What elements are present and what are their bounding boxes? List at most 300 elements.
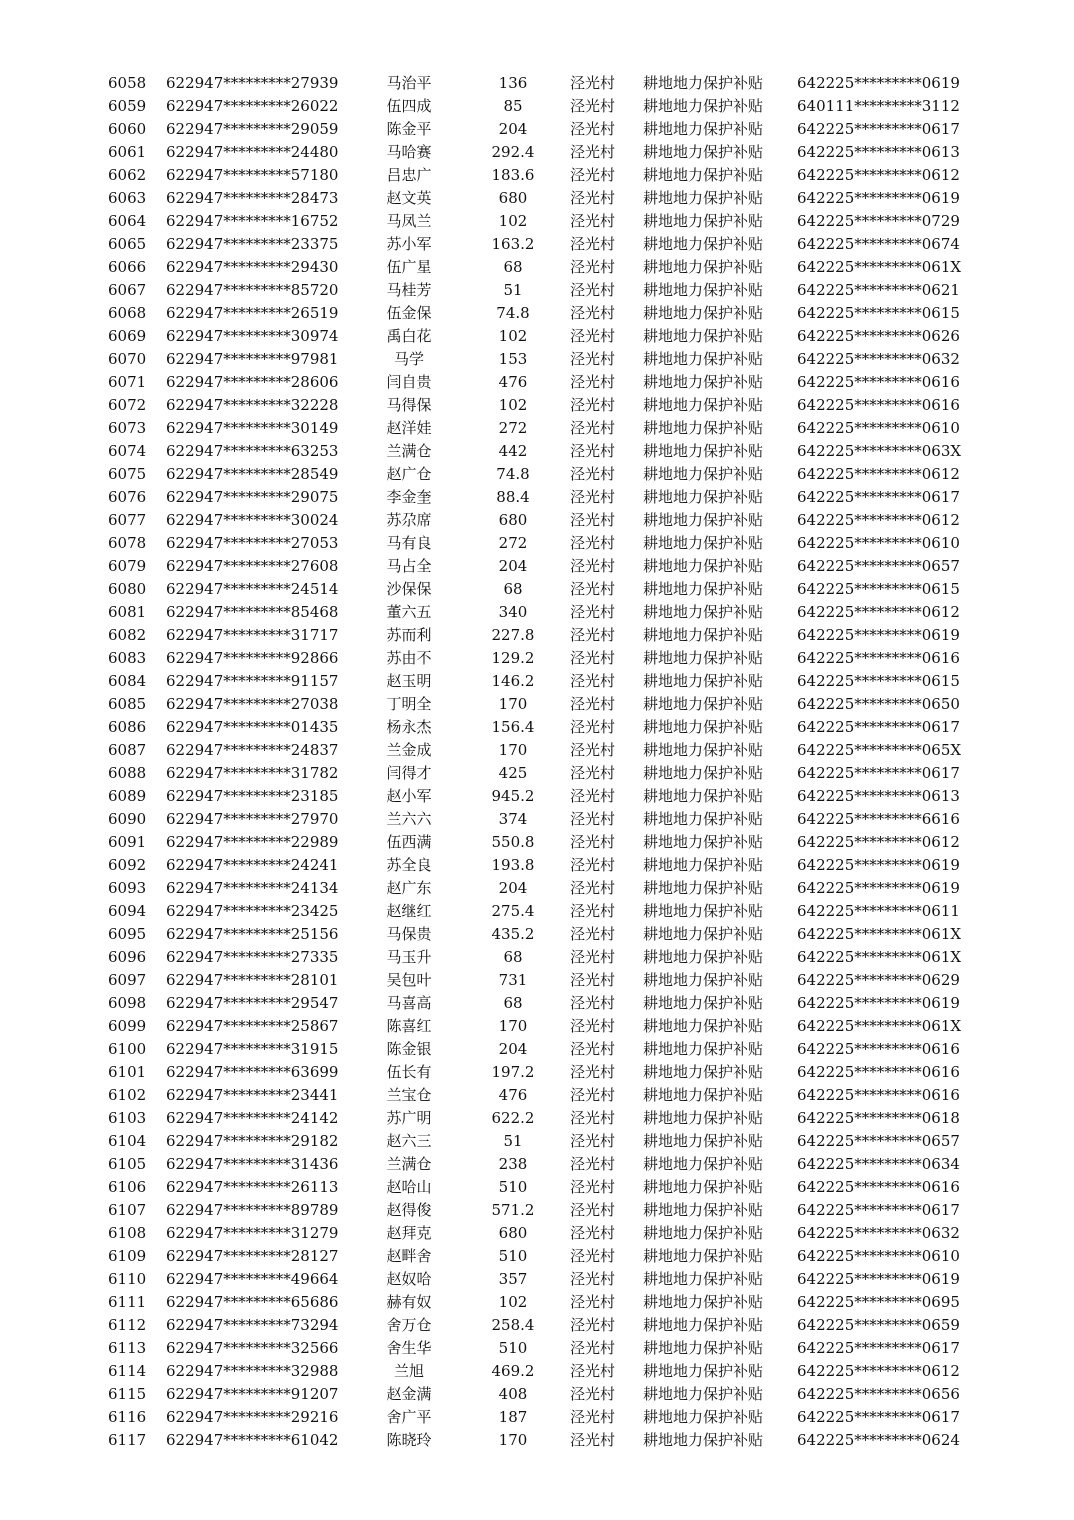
subsidy-type: 耕地地力保护补贴 [643, 994, 764, 1012]
village-name: 泾光村 [570, 626, 616, 644]
table-row [0, 647, 1074, 670]
recipient-name: 兰满仓 [386, 442, 432, 460]
row-number: 6116 [108, 1408, 147, 1426]
subsidy-type: 耕地地力保护补贴 [643, 1270, 764, 1288]
subsidy-type: 耕地地力保护补贴 [643, 649, 764, 667]
subsidy-type: 耕地地力保护补贴 [643, 1178, 764, 1196]
recipient-name: 吕忠广 [386, 166, 432, 184]
recipient-name: 赵洋娃 [386, 419, 432, 437]
village-name: 泾光村 [570, 1017, 616, 1035]
row-number: 6115 [108, 1385, 147, 1403]
recipient-name: 赵畔舍 [386, 1247, 432, 1265]
recipient-name: 马保贵 [386, 925, 432, 943]
table-row [0, 509, 1074, 532]
bank-card-number: 622947*********27970 [166, 810, 339, 828]
recipient-name: 马凤兰 [386, 212, 432, 230]
row-number: 6104 [108, 1132, 147, 1150]
subsidy-amount: 680 [498, 189, 528, 207]
row-number: 6117 [108, 1431, 147, 1449]
row-number: 6089 [108, 787, 147, 805]
row-number: 6091 [108, 833, 147, 851]
table-row [0, 946, 1074, 969]
subsidy-type: 耕地地力保护补贴 [643, 1040, 764, 1058]
subsidy-type: 耕地地力保护补贴 [643, 143, 764, 161]
subsidy-amount: 153 [498, 350, 528, 368]
village-name: 泾光村 [570, 74, 616, 92]
bank-card-number: 622947*********26113 [166, 1178, 339, 1196]
recipient-name: 舍广平 [386, 1408, 432, 1426]
recipient-name: 苏小军 [386, 235, 432, 253]
row-number: 6076 [108, 488, 147, 506]
bank-card-number: 622947*********01435 [166, 718, 339, 736]
subsidy-type: 耕地地力保护补贴 [643, 235, 764, 253]
table-row [0, 854, 1074, 877]
bank-card-number: 622947*********25867 [166, 1017, 339, 1035]
subsidy-type: 耕地地力保护补贴 [643, 488, 764, 506]
subsidy-type: 耕地地力保护补贴 [643, 212, 764, 230]
recipient-name: 吴包叶 [386, 971, 432, 989]
subsidy-type: 耕地地力保护补贴 [643, 304, 764, 322]
village-name: 泾光村 [570, 327, 616, 345]
row-number: 6113 [108, 1339, 147, 1357]
village-name: 泾光村 [570, 166, 616, 184]
recipient-name: 伍广星 [386, 258, 432, 276]
subsidy-amount: 469.2 [491, 1362, 535, 1380]
village-name: 泾光村 [570, 281, 616, 299]
village-name: 泾光村 [570, 304, 616, 322]
bank-card-number: 622947*********28606 [166, 373, 339, 391]
recipient-name: 伍四成 [386, 97, 432, 115]
bank-card-number: 622947*********32228 [166, 396, 339, 414]
table-row [0, 1107, 1074, 1130]
bank-card-number: 622947*********30974 [166, 327, 339, 345]
village-name: 泾光村 [570, 718, 616, 736]
subsidy-amount: 550.8 [491, 833, 535, 851]
subsidy-amount: 435.2 [491, 925, 535, 943]
row-number: 6085 [108, 695, 147, 713]
id-card-number: 642225*********0619 [797, 879, 960, 897]
recipient-name: 赵拜克 [386, 1224, 432, 1242]
recipient-name: 伍长有 [386, 1063, 432, 1081]
bank-card-number: 622947*********29547 [166, 994, 339, 1012]
table-row [0, 1176, 1074, 1199]
recipient-name: 兰金成 [386, 741, 432, 759]
bank-card-number: 622947*********24837 [166, 741, 339, 759]
recipient-name: 赵金满 [386, 1385, 432, 1403]
subsidy-amount: 204 [498, 879, 528, 897]
subsidy-amount: 510 [498, 1339, 528, 1357]
table-row [0, 831, 1074, 854]
subsidy-type: 耕地地力保护补贴 [643, 1063, 764, 1081]
subsidy-amount: 68 [503, 948, 523, 966]
subsidy-type: 耕地地力保护补贴 [643, 1247, 764, 1265]
row-number: 6080 [108, 580, 147, 598]
row-number: 6111 [108, 1293, 147, 1311]
subsidy-amount: 275.4 [491, 902, 535, 920]
bank-card-number: 622947*********92866 [166, 649, 339, 667]
subsidy-type: 耕地地力保护补贴 [643, 1385, 764, 1403]
table-row [0, 1291, 1074, 1314]
bank-card-number: 622947*********23441 [166, 1086, 339, 1104]
recipient-name: 马玉升 [386, 948, 432, 966]
subsidy-amount: 204 [498, 557, 528, 575]
row-number: 6095 [108, 925, 147, 943]
bank-card-number: 622947*********27335 [166, 948, 339, 966]
row-number: 6088 [108, 764, 147, 782]
row-number: 6092 [108, 856, 147, 874]
village-name: 泾光村 [570, 1385, 616, 1403]
bank-card-number: 622947*********24134 [166, 879, 339, 897]
table-row [0, 923, 1074, 946]
row-number: 6099 [108, 1017, 147, 1035]
subsidy-amount: 193.8 [491, 856, 535, 874]
subsidy-type: 耕地地力保护补贴 [643, 327, 764, 345]
recipient-name: 兰满仓 [386, 1155, 432, 1173]
recipient-name: 兰六六 [386, 810, 432, 828]
table-row [0, 164, 1074, 187]
table-row [0, 693, 1074, 716]
village-name: 泾光村 [570, 879, 616, 897]
subsidy-type: 耕地地力保护补贴 [643, 258, 764, 276]
subsidy-type: 耕地地力保护补贴 [643, 603, 764, 621]
bank-card-number: 622947*********26519 [166, 304, 339, 322]
id-card-number: 642225*********0616 [797, 373, 960, 391]
village-name: 泾光村 [570, 856, 616, 874]
bank-card-number: 622947*********23375 [166, 235, 339, 253]
subsidy-type: 耕地地力保护补贴 [643, 120, 764, 138]
id-card-number: 642225*********0611 [797, 902, 960, 920]
subsidy-type: 耕地地力保护补贴 [643, 396, 764, 414]
row-number: 6090 [108, 810, 147, 828]
table-row [0, 394, 1074, 417]
subsidy-amount: 68 [503, 580, 523, 598]
subsidy-amount: 945.2 [491, 787, 535, 805]
subsidy-type: 耕地地力保护补贴 [643, 534, 764, 552]
village-name: 泾光村 [570, 1109, 616, 1127]
id-card-number: 642225*********0657 [797, 557, 960, 575]
recipient-name: 马哈赛 [386, 143, 432, 161]
recipient-name: 马桂芳 [386, 281, 432, 299]
subsidy-amount: 68 [503, 994, 523, 1012]
bank-card-number: 622947*********26022 [166, 97, 339, 115]
village-name: 泾光村 [570, 534, 616, 552]
table-row [0, 233, 1074, 256]
subsidy-type: 耕地地力保护补贴 [643, 764, 764, 782]
table-row [0, 417, 1074, 440]
bank-card-number: 622947*********31279 [166, 1224, 339, 1242]
id-card-number: 642225*********0610 [797, 534, 960, 552]
table-row [0, 1084, 1074, 1107]
village-name: 泾光村 [570, 1408, 616, 1426]
row-number: 6058 [108, 74, 147, 92]
bank-card-number: 622947*********85468 [166, 603, 339, 621]
id-card-number: 642225*********0619 [797, 1270, 960, 1288]
row-number: 6062 [108, 166, 147, 184]
village-name: 泾光村 [570, 695, 616, 713]
bank-card-number: 622947*********16752 [166, 212, 339, 230]
village-name: 泾光村 [570, 787, 616, 805]
subsidy-type: 耕地地力保护补贴 [643, 879, 764, 897]
id-card-number: 642225*********0656 [797, 1385, 960, 1403]
subsidy-type: 耕地地力保护补贴 [643, 833, 764, 851]
subsidy-type: 耕地地力保护补贴 [643, 442, 764, 460]
id-card-number: 642225*********063X [797, 442, 962, 460]
table-row [0, 624, 1074, 647]
recipient-name: 赵六三 [386, 1132, 432, 1150]
subsidy-type: 耕地地力保护补贴 [643, 718, 764, 736]
subsidy-type: 耕地地力保护补贴 [643, 1224, 764, 1242]
row-number: 6069 [108, 327, 147, 345]
id-card-number: 642225*********0617 [797, 718, 960, 736]
subsidy-type: 耕地地力保护补贴 [643, 856, 764, 874]
subsidy-type: 耕地地力保护补贴 [643, 1109, 764, 1127]
table-row [0, 440, 1074, 463]
village-name: 泾光村 [570, 603, 616, 621]
id-card-number: 642225*********0619 [797, 856, 960, 874]
bank-card-number: 622947*********23425 [166, 902, 339, 920]
subsidy-amount: 204 [498, 120, 528, 138]
id-card-number: 642225*********061X [797, 948, 962, 966]
subsidy-type: 耕地地力保护补贴 [643, 1086, 764, 1104]
subsidy-amount: 170 [498, 695, 528, 713]
recipient-name: 苏而利 [386, 626, 432, 644]
bank-card-number: 622947*********24480 [166, 143, 339, 161]
row-number: 6067 [108, 281, 147, 299]
village-name: 泾光村 [570, 97, 616, 115]
subsidy-amount: 408 [498, 1385, 528, 1403]
bank-card-number: 622947*********91157 [166, 672, 339, 690]
table-row [0, 601, 1074, 624]
table-row [0, 187, 1074, 210]
village-name: 泾光村 [570, 557, 616, 575]
bank-card-number: 622947*********24142 [166, 1109, 339, 1127]
subsidy-amount: 227.8 [491, 626, 535, 644]
recipient-name: 赵广仓 [386, 465, 432, 483]
id-card-number: 642225*********0632 [797, 350, 960, 368]
subsidy-type: 耕地地力保护补贴 [643, 902, 764, 920]
row-number: 6065 [108, 235, 147, 253]
bank-card-number: 622947*********27608 [166, 557, 339, 575]
village-name: 泾光村 [570, 1270, 616, 1288]
id-card-number: 642225*********0632 [797, 1224, 960, 1242]
id-card-number: 642225*********0612 [797, 1362, 960, 1380]
subsidy-amount: 163.2 [491, 235, 535, 253]
subsidy-amount: 238 [498, 1155, 528, 1173]
subsidy-amount: 74.8 [496, 465, 530, 483]
bank-card-number: 622947*********31717 [166, 626, 339, 644]
village-name: 泾光村 [570, 120, 616, 138]
row-number: 6106 [108, 1178, 147, 1196]
row-number: 6074 [108, 442, 147, 460]
row-number: 6101 [108, 1063, 147, 1081]
id-card-number: 642225*********0695 [797, 1293, 960, 1311]
subsidy-amount: 425 [498, 764, 528, 782]
subsidy-type: 耕地地力保护补贴 [643, 925, 764, 943]
subsidy-amount: 170 [498, 1431, 528, 1449]
recipient-name: 马有良 [386, 534, 432, 552]
recipient-name: 杨永杰 [386, 718, 432, 736]
id-card-number: 642225*********0616 [797, 649, 960, 667]
village-name: 泾光村 [570, 1224, 616, 1242]
subsidy-amount: 183.6 [491, 166, 535, 184]
subsidy-amount: 680 [498, 1224, 528, 1242]
village-name: 泾光村 [570, 902, 616, 920]
recipient-name: 苏广明 [386, 1109, 432, 1127]
row-number: 6103 [108, 1109, 147, 1127]
village-name: 泾光村 [570, 1293, 616, 1311]
recipient-name: 苏由不 [386, 649, 432, 667]
id-card-number: 642225*********0659 [797, 1316, 960, 1334]
recipient-name: 马学 [393, 350, 424, 368]
subsidy-type: 耕地地力保护补贴 [643, 741, 764, 759]
id-card-number: 642225*********061X [797, 258, 962, 276]
bank-card-number: 622947*********57180 [166, 166, 339, 184]
row-number: 6105 [108, 1155, 147, 1173]
bank-card-number: 622947*********28101 [166, 971, 339, 989]
village-name: 泾光村 [570, 1063, 616, 1081]
id-card-number: 642225*********0612 [797, 603, 960, 621]
subsidy-amount: 102 [498, 327, 528, 345]
bank-card-number: 622947*********91207 [166, 1385, 339, 1403]
subsidy-type: 耕地地力保护补贴 [643, 419, 764, 437]
table-row [0, 1015, 1074, 1038]
recipient-name: 马治平 [386, 74, 432, 92]
id-card-number: 642225*********0617 [797, 1201, 960, 1219]
subsidy-type: 耕地地力保护补贴 [643, 1017, 764, 1035]
table-row [0, 118, 1074, 141]
row-number: 6100 [108, 1040, 147, 1058]
village-name: 泾光村 [570, 764, 616, 782]
subsidy-amount: 102 [498, 1293, 528, 1311]
bank-card-number: 622947*********63253 [166, 442, 339, 460]
table-row [0, 1337, 1074, 1360]
village-name: 泾光村 [570, 1086, 616, 1104]
village-name: 泾光村 [570, 212, 616, 230]
id-card-number: 642225*********0610 [797, 419, 960, 437]
village-name: 泾光村 [570, 1339, 616, 1357]
village-name: 泾光村 [570, 511, 616, 529]
bank-card-number: 622947*********31782 [166, 764, 339, 782]
subsidy-amount: 476 [498, 373, 528, 391]
recipient-name: 赵奴哈 [386, 1270, 432, 1288]
table-row [0, 1268, 1074, 1291]
bank-card-number: 622947*********32988 [166, 1362, 339, 1380]
subsidy-amount: 272 [498, 534, 528, 552]
row-number: 6070 [108, 350, 147, 368]
bank-card-number: 622947*********49664 [166, 1270, 339, 1288]
bank-card-number: 622947*********30149 [166, 419, 339, 437]
id-card-number: 642225*********0612 [797, 465, 960, 483]
village-name: 泾光村 [570, 1040, 616, 1058]
table-row [0, 900, 1074, 923]
village-name: 泾光村 [570, 1201, 616, 1219]
recipient-name: 董六五 [386, 603, 432, 621]
subsidy-type: 耕地地力保护补贴 [643, 74, 764, 92]
village-name: 泾光村 [570, 1431, 616, 1449]
table-row [0, 1314, 1074, 1337]
recipient-name: 禹白花 [386, 327, 432, 345]
id-card-number: 642225*********0616 [797, 1040, 960, 1058]
table-row [0, 992, 1074, 1015]
table-row [0, 670, 1074, 693]
recipient-name: 赵小军 [386, 787, 432, 805]
recipient-name: 赵文英 [386, 189, 432, 207]
village-name: 泾光村 [570, 741, 616, 759]
bank-card-number: 622947*********29216 [166, 1408, 339, 1426]
table-row [0, 1383, 1074, 1406]
recipient-name: 陈金银 [386, 1040, 432, 1058]
village-name: 泾光村 [570, 1247, 616, 1265]
subsidy-amount: 51 [503, 1132, 523, 1150]
village-name: 泾光村 [570, 971, 616, 989]
subsidy-type: 耕地地力保护补贴 [643, 948, 764, 966]
subsidy-type: 耕地地力保护补贴 [643, 350, 764, 368]
table-row [0, 302, 1074, 325]
subsidy-amount: 197.2 [491, 1063, 535, 1081]
table-row [0, 463, 1074, 486]
subsidy-type: 耕地地力保护补贴 [643, 695, 764, 713]
bank-card-number: 622947*********29182 [166, 1132, 339, 1150]
village-name: 泾光村 [570, 143, 616, 161]
bank-card-number: 622947*********29075 [166, 488, 339, 506]
table-row [0, 1360, 1074, 1383]
table-row [0, 210, 1074, 233]
id-card-number: 642225*********0613 [797, 143, 960, 161]
id-card-number: 642225*********061X [797, 1017, 962, 1035]
subsidy-amount: 102 [498, 396, 528, 414]
table-row [0, 1038, 1074, 1061]
subsidy-amount: 146.2 [491, 672, 535, 690]
table-row [0, 532, 1074, 555]
row-number: 6075 [108, 465, 147, 483]
id-card-number: 642225*********0613 [797, 787, 960, 805]
id-card-number: 642225*********0616 [797, 1178, 960, 1196]
table-row [0, 762, 1074, 785]
subsidy-table [0, 72, 1074, 1452]
subsidy-type: 耕地地力保护补贴 [643, 1408, 764, 1426]
village-name: 泾光村 [570, 258, 616, 276]
row-number: 6096 [108, 948, 147, 966]
recipient-name: 兰宝仓 [386, 1086, 432, 1104]
bank-card-number: 622947*********25156 [166, 925, 339, 943]
recipient-name: 伍金保 [386, 304, 432, 322]
id-card-number: 642225*********0615 [797, 304, 960, 322]
subsidy-amount: 68 [503, 258, 523, 276]
row-number: 6063 [108, 189, 147, 207]
recipient-name: 陈晓玲 [386, 1431, 432, 1449]
row-number: 6073 [108, 419, 147, 437]
recipient-name: 舍万仓 [386, 1316, 432, 1334]
recipient-name: 伍西满 [386, 833, 432, 851]
id-card-number: 642225*********0612 [797, 833, 960, 851]
village-name: 泾光村 [570, 419, 616, 437]
id-card-number: 642225*********0617 [797, 1339, 960, 1357]
subsidy-type: 耕地地力保护补贴 [643, 971, 764, 989]
subsidy-amount: 129.2 [491, 649, 535, 667]
bank-card-number: 622947*********27038 [166, 695, 339, 713]
village-name: 泾光村 [570, 488, 616, 506]
bank-card-number: 622947*********73294 [166, 1316, 339, 1334]
bank-card-number: 622947*********63699 [166, 1063, 339, 1081]
bank-card-number: 622947*********28127 [166, 1247, 339, 1265]
subsidy-type: 耕地地力保护补贴 [643, 787, 764, 805]
village-name: 泾光村 [570, 1155, 616, 1173]
subsidy-amount: 442 [498, 442, 528, 460]
table-row [0, 578, 1074, 601]
subsidy-amount: 74.8 [496, 304, 530, 322]
row-number: 6060 [108, 120, 147, 138]
table-row [0, 256, 1074, 279]
